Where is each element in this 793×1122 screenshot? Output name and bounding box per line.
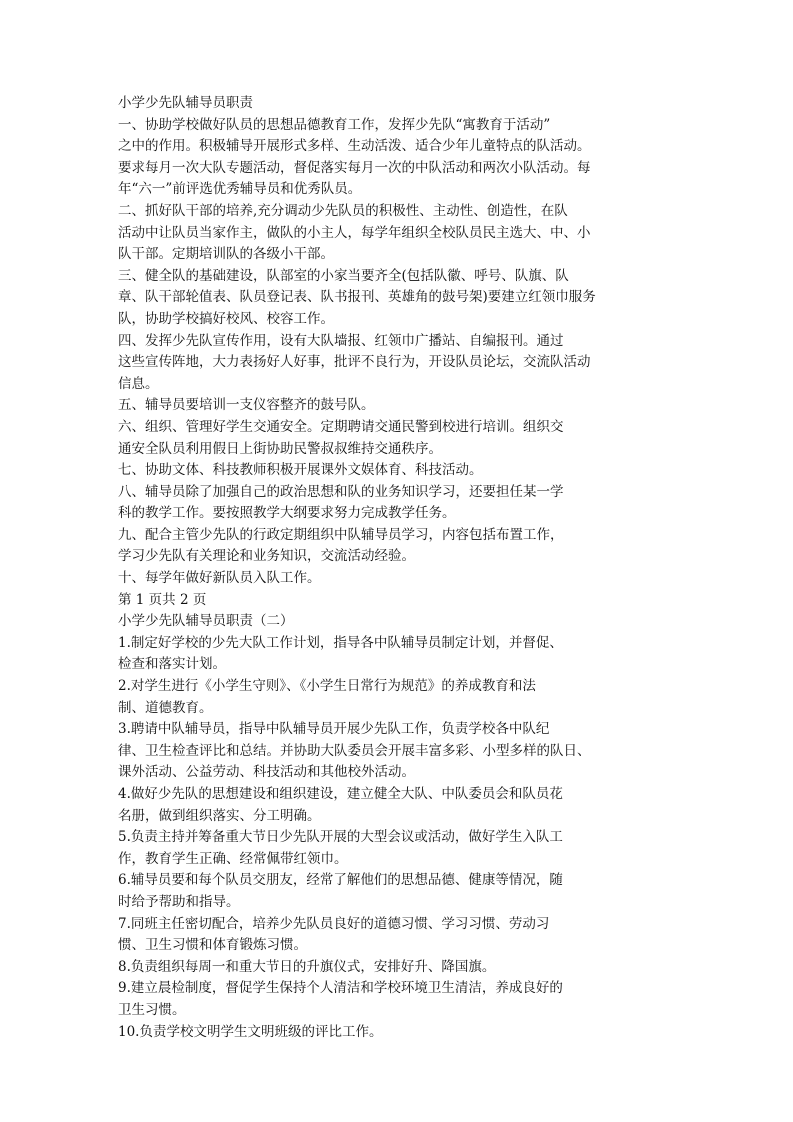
- text-line: 制、道德教育。: [118, 699, 213, 716]
- text-line: 通安全队员利用假日上街协助民警叔叔维持交通秩序。: [118, 440, 442, 457]
- text-line: 要求每月一次大队专题活动，督促落实每月一次的中队活动和两次小队活动。每: [118, 159, 591, 176]
- text-line: 一、协助学校做好队员的思想品德教育工作，发挥少先队“寓教育于活动”: [118, 116, 551, 133]
- text-line: 名册，做到组织落实、分工明确。: [118, 807, 321, 824]
- text-line: 这些宣传阵地，大力表扬好人好事，批评不良行为，开设队员论坛，交流队活动: [118, 354, 591, 371]
- text-line: 六、组织、管理好学生交通安全。定期聘请交通民警到校进行培训。组织交: [118, 418, 564, 435]
- text-line: 队，协助学校搞好校风、校容工作。: [118, 310, 334, 327]
- text-line: 章、队干部轮值表、队员登记表、队书报刊、英雄角的鼓号架)要建立红领巾服务: [118, 289, 596, 306]
- text-line: 队干部。定期培训队的各级小干部。: [118, 246, 334, 263]
- text-line: 6.辅导员要和每个队员交朋友，经常了解他们的思想品德、健康等情况，随: [118, 872, 563, 889]
- text-line: 5.负责主持并筹备重大节日少先队开展的大型会议或活动，做好学生入队工: [118, 829, 563, 846]
- text-line: 2.对学生进行《小学生守则》、《小学生日常行为规范》的养成教育和法: [118, 678, 536, 695]
- text-line: 科的教学工作。要按照教学大纲要求努力完成教学任务。: [118, 505, 456, 522]
- text-line: 活动中让队员当家作主，做队的小主人，每学年组织全校队员民主选大、中、小: [118, 224, 591, 241]
- text-line: 五、辅导员要培训一支仪容整齐的鼓号队。: [118, 397, 375, 414]
- text-line: 时给予帮助和指导。: [118, 893, 240, 910]
- document-body: [118, 93, 638, 1043]
- section-title: 小学少先队辅导员职责（二）: [118, 613, 294, 630]
- text-line: 年“六一”前评选优秀辅导员和优秀队员。: [118, 181, 362, 198]
- text-line: 三、健全队的基础建设，队部室的小家当要齐全(包括队徽、呼号、队旗、队: [118, 267, 569, 284]
- text-line: 七、协助文体、科技教师积极开展课外文娱体育、科技活动。: [118, 462, 483, 479]
- text-line: 10.负责学校文明学生文明班级的评比工作。: [118, 1023, 383, 1040]
- text-line: 9.建立晨检制度，督促学生保持个人清洁和学校环境卫生清洁，养成良好的: [118, 980, 563, 997]
- page-number: 第 1 页共 2 页: [118, 591, 207, 608]
- text-line: 十、每学年做好新队员入队工作。: [118, 570, 321, 587]
- text-line: 惯、卫生习惯和体育锻炼习惯。: [118, 937, 307, 954]
- text-line: 7.同班主任密切配合，培养少先队员良好的道德习惯、学习习惯、劳动习: [118, 915, 550, 932]
- document-title: 小学少先队辅导员职责: [118, 95, 253, 111]
- text-line: 卫生习惯。: [118, 1001, 186, 1018]
- text-line: 4.做好少先队的思想建设和组织建设，建立健全大队、中队委员会和队员花: [118, 786, 563, 802]
- text-line: 学习少先队有关理论和业务知识，交流活动经验。: [118, 548, 415, 565]
- text-line: 8.负责组织每周一和重大节日的升旗仪式，安排好升、降国旗。: [118, 958, 496, 975]
- text-line: 信息。: [118, 375, 159, 392]
- text-line: 律、卫生检查评比和总结。并协助大队委员会开展丰富多彩、小型多样的队日、: [118, 742, 591, 759]
- text-line: 九、配合主管少先队的行政定期组织中队辅导员学习，内容包括布置工作，: [118, 526, 564, 543]
- text-line: 检查和落实计划。: [118, 656, 226, 673]
- text-line: 四、发挥少先队宣传作用，设有大队墙报、红领巾广播站、自编报刊。通过: [118, 332, 564, 349]
- text-line: 之中的作用。积极辅导开展形式多样、生动活泼、适合少年儿童特点的队活动。: [118, 138, 591, 155]
- text-line: 作，教育学生正确、经常佩带红领巾。: [118, 850, 348, 867]
- text-line: 二、抓好队干部的培养,充分调动少先队员的积极性、主动性、创造性，在队: [118, 202, 568, 219]
- text-line: 课外活动、公益劳动、科技活动和其他校外活动。: [118, 764, 415, 781]
- text-line: 3.聘请中队辅导员，指导中队辅导员开展少先队工作，负责学校各中队纪: [118, 721, 550, 738]
- text-line: 1.制定好学校的少先大队工作计划，指导各中队辅导员制定计划，并督促、: [118, 634, 563, 651]
- text-line: 八、辅导员除了加强自己的政治思想和队的业务知识学习，还要担任某一学: [118, 483, 564, 500]
